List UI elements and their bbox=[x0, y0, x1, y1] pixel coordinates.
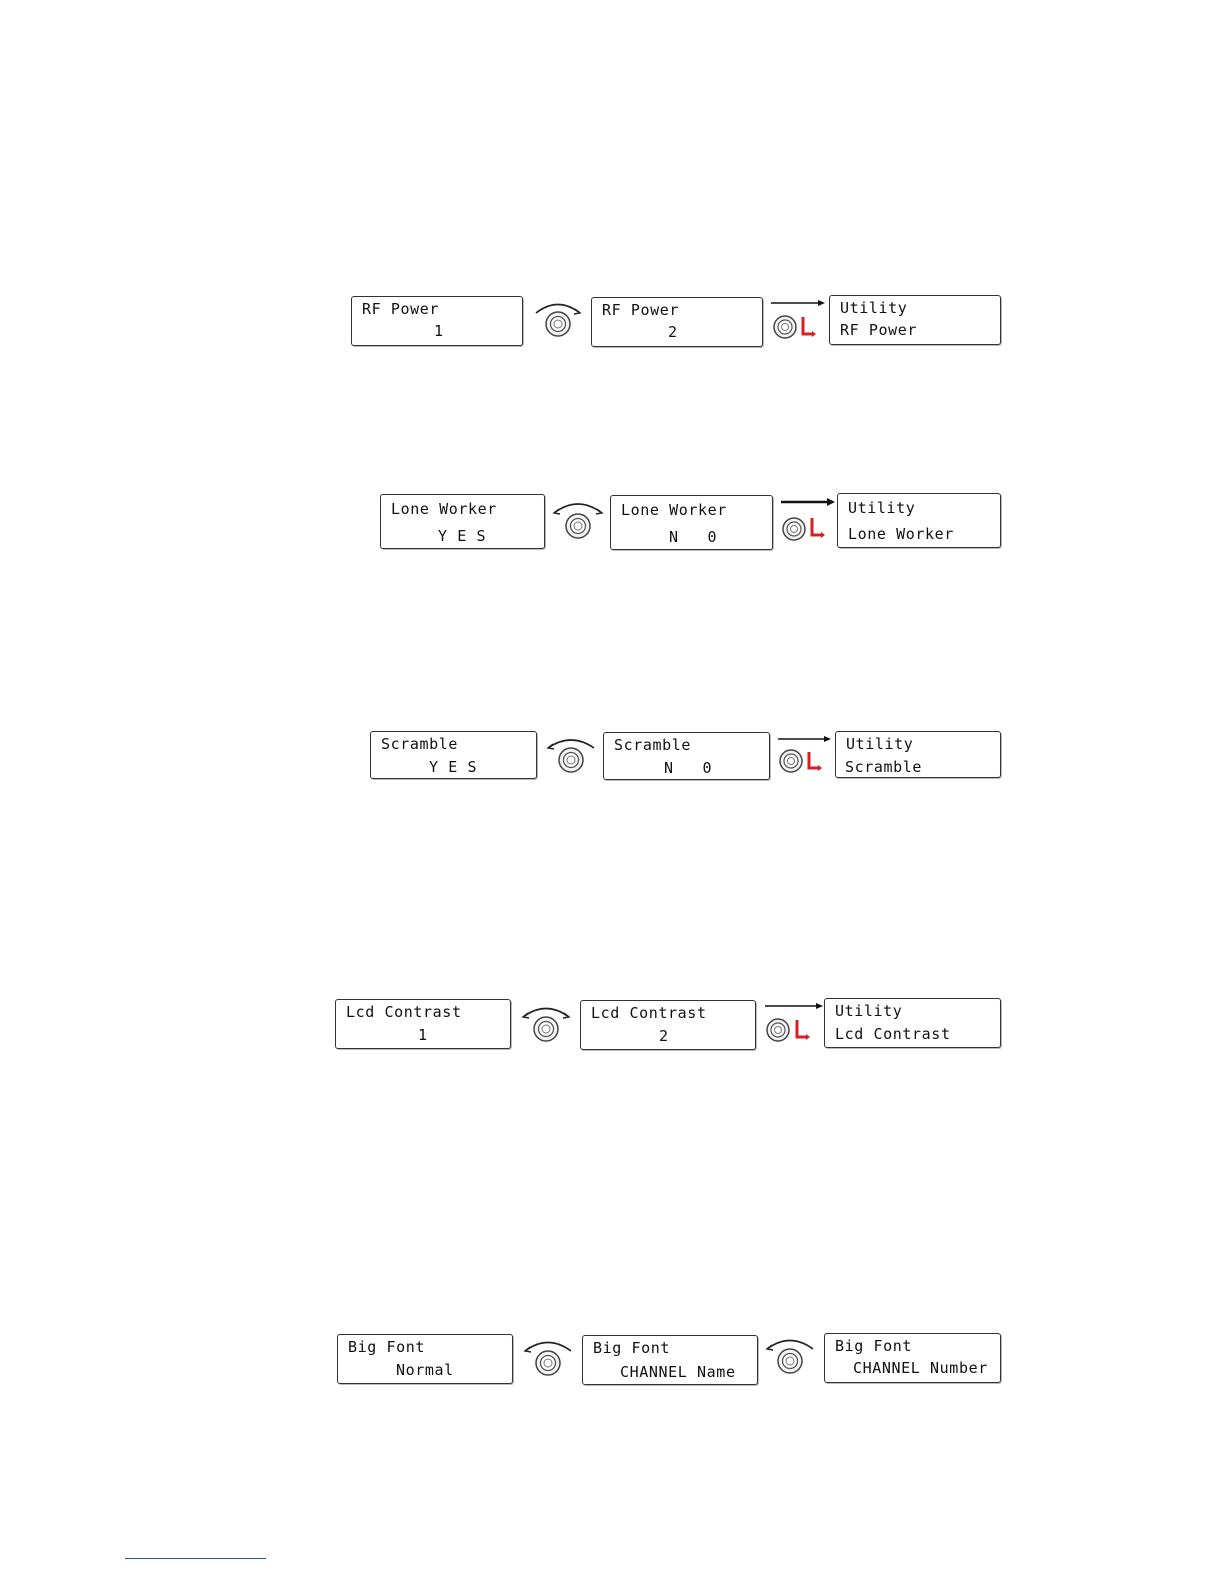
lcd-line-2: Y E S bbox=[438, 527, 487, 545]
lcd-line-1: Utility bbox=[848, 499, 916, 517]
lcd-line-1: Lone Worker bbox=[391, 500, 497, 518]
rotate-knob-icon bbox=[550, 498, 606, 544]
lcd-display bbox=[351, 296, 523, 346]
lcd-display bbox=[380, 494, 545, 549]
lcd-line-2: Scramble bbox=[845, 758, 923, 776]
lcd-line-1: Utility bbox=[846, 735, 914, 753]
lcd-line-1: Big Font bbox=[348, 1338, 426, 1356]
lcd-line-1: RF Power bbox=[362, 300, 440, 318]
lcd-display bbox=[824, 1333, 1001, 1383]
push-knob-enter-icon bbox=[768, 297, 828, 343]
lcd-line-1: Scramble bbox=[614, 736, 692, 754]
lcd-line-2: 1 bbox=[434, 322, 444, 340]
push-knob-enter-icon bbox=[778, 496, 838, 546]
lcd-line-2: N 0 bbox=[669, 528, 718, 546]
lcd-display bbox=[610, 495, 773, 550]
lcd-line-2: 2 bbox=[668, 323, 678, 341]
lcd-line-2: RF Power bbox=[840, 321, 918, 339]
lcd-display bbox=[582, 1335, 758, 1385]
lcd-line-1: Utility bbox=[835, 1002, 903, 1020]
lcd-line-1: Lcd Contrast bbox=[346, 1003, 462, 1021]
rotate-knob-icon bbox=[520, 1336, 576, 1380]
lcd-display bbox=[835, 731, 1001, 778]
footnote-separator bbox=[125, 1558, 266, 1559]
lcd-line-2: Lcd Contrast bbox=[835, 1025, 951, 1043]
lcd-line-2: CHANNEL Number bbox=[853, 1359, 988, 1377]
rotate-knob-icon bbox=[530, 298, 586, 340]
lcd-line-1: Big Font bbox=[593, 1339, 671, 1357]
lcd-line-1: RF Power bbox=[602, 301, 680, 319]
lcd-line-2: Normal bbox=[396, 1361, 454, 1379]
lcd-display bbox=[824, 998, 1001, 1048]
lcd-line-2: Lone Worker bbox=[848, 525, 954, 543]
lcd-line-2: Y E S bbox=[429, 758, 478, 776]
lcd-line-1: Scramble bbox=[381, 735, 459, 753]
lcd-display bbox=[829, 295, 1001, 345]
lcd-display bbox=[337, 1334, 513, 1384]
lcd-display bbox=[837, 493, 1001, 548]
rotate-knob-icon bbox=[543, 734, 599, 776]
lcd-line-1: Lcd Contrast bbox=[591, 1004, 707, 1022]
push-knob-enter-icon bbox=[775, 733, 835, 779]
lcd-line-1: Big Font bbox=[835, 1337, 913, 1355]
rotate-knob-icon bbox=[518, 1002, 574, 1046]
lcd-line-2: N 0 bbox=[664, 759, 713, 777]
lcd-line-2: 1 bbox=[418, 1026, 428, 1044]
lcd-line-1: Utility bbox=[840, 299, 908, 317]
lcd-line-2: CHANNEL Name bbox=[620, 1363, 736, 1381]
lcd-display bbox=[603, 732, 770, 780]
lcd-line-2: 2 bbox=[659, 1027, 669, 1045]
push-knob-enter-icon bbox=[762, 1000, 826, 1048]
lcd-display bbox=[580, 1000, 756, 1050]
lcd-display bbox=[591, 297, 763, 347]
lcd-line-1: Lone Worker bbox=[621, 501, 727, 519]
lcd-display bbox=[370, 731, 537, 779]
lcd-display bbox=[335, 999, 511, 1049]
rotate-knob-icon bbox=[762, 1334, 818, 1378]
